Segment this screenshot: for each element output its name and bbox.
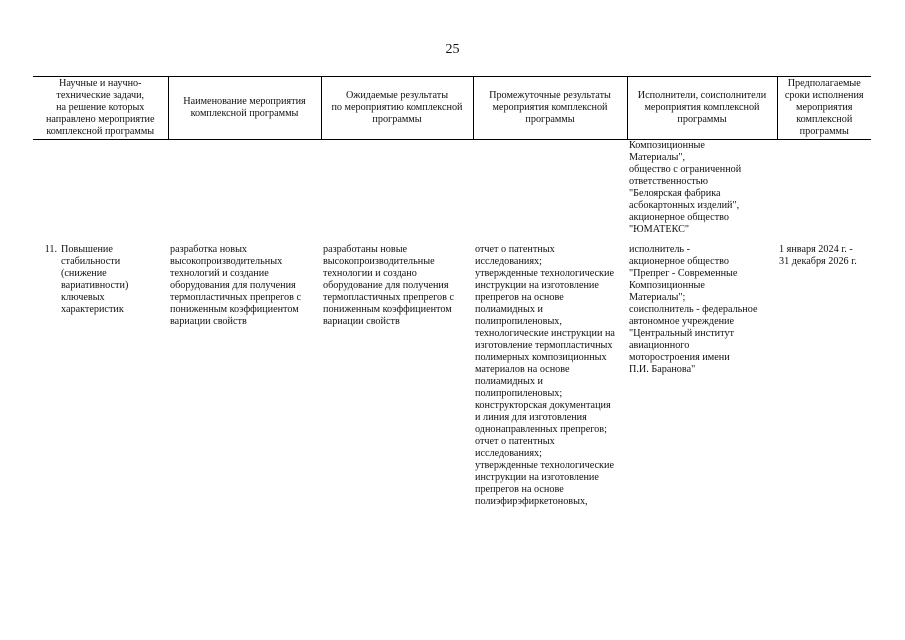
table-header-row [33,77,871,140]
header-measure-name: Наименование мероприятия комплексной программы [168,77,321,140]
program-table [33,76,871,508]
table-row [33,244,871,508]
cell-measure: разработка новых высокопроизводительных технологий и создание оборудования для получения термопластичных препрегов с пониженным коэффициентом вариации свойств [170,244,302,327]
row-number: 11. [44,244,57,255]
header-tasks: Научные и научно- технические задачи, на решение которых направлено мероприятие комплексной программы [33,77,168,140]
cell-executors: исполнитель - акционерное общество "Препрег - Современные Композиционные Материалы"; соисполнитель - федеральное автономное учреждение "Центральный институт авиационного моторостроения имени П.И. Баранова" [629,244,758,375]
task-text: Повышение стабильности (снижение вариативности) ключевых характеристик [61,244,129,315]
header-expected-results: Ожидаемые результаты по мероприятию комплексной программы [321,77,473,140]
page-number: 25 [445,42,460,57]
cell-task [33,244,168,508]
cell-deadline: 1 января 2024 г. - 31 декабря 2026 г. [779,244,857,267]
header-deadlines: Предполагаемые сроки исполнения мероприятия комплексной программы [777,77,871,140]
cell-intermediate-results: отчет о патентных исследованиях; утвержденные технологические инструкции на изготовление препрегов на основе полиамидных и полипропиленовых, технологические инструкции на изготовление термопластичных полимерных композиционных материалов на основе полиамидных и полипропиленовых; конструкторская документация и линия для изготовления однонаправленных препрегов; отчет о патентных исследованиях; утвержденные технологические инструкции на изготовление препрегов на основе полиэфирэфиркетоновых, [475,244,615,507]
cell-executors-continued: Композиционные Материалы", общество с ограниченной ответственностью "Белоярская фабрика асбокартонных изделий", акционерное общество "ЮМАТЕКС" [629,140,742,235]
table-row-continued [33,140,871,245]
header-executors: Исполнители, соисполнители мероприятия комплексной программы [627,77,777,140]
header-intermediate-results: Промежуточные результаты мероприятия комплексной программы [473,77,627,140]
cell-expected-results: разработаны новые высокопроизводительные технологии и создано оборудование для получения термопластичных препрегов с пониженным коэффициентом вариации свойств [323,244,455,327]
